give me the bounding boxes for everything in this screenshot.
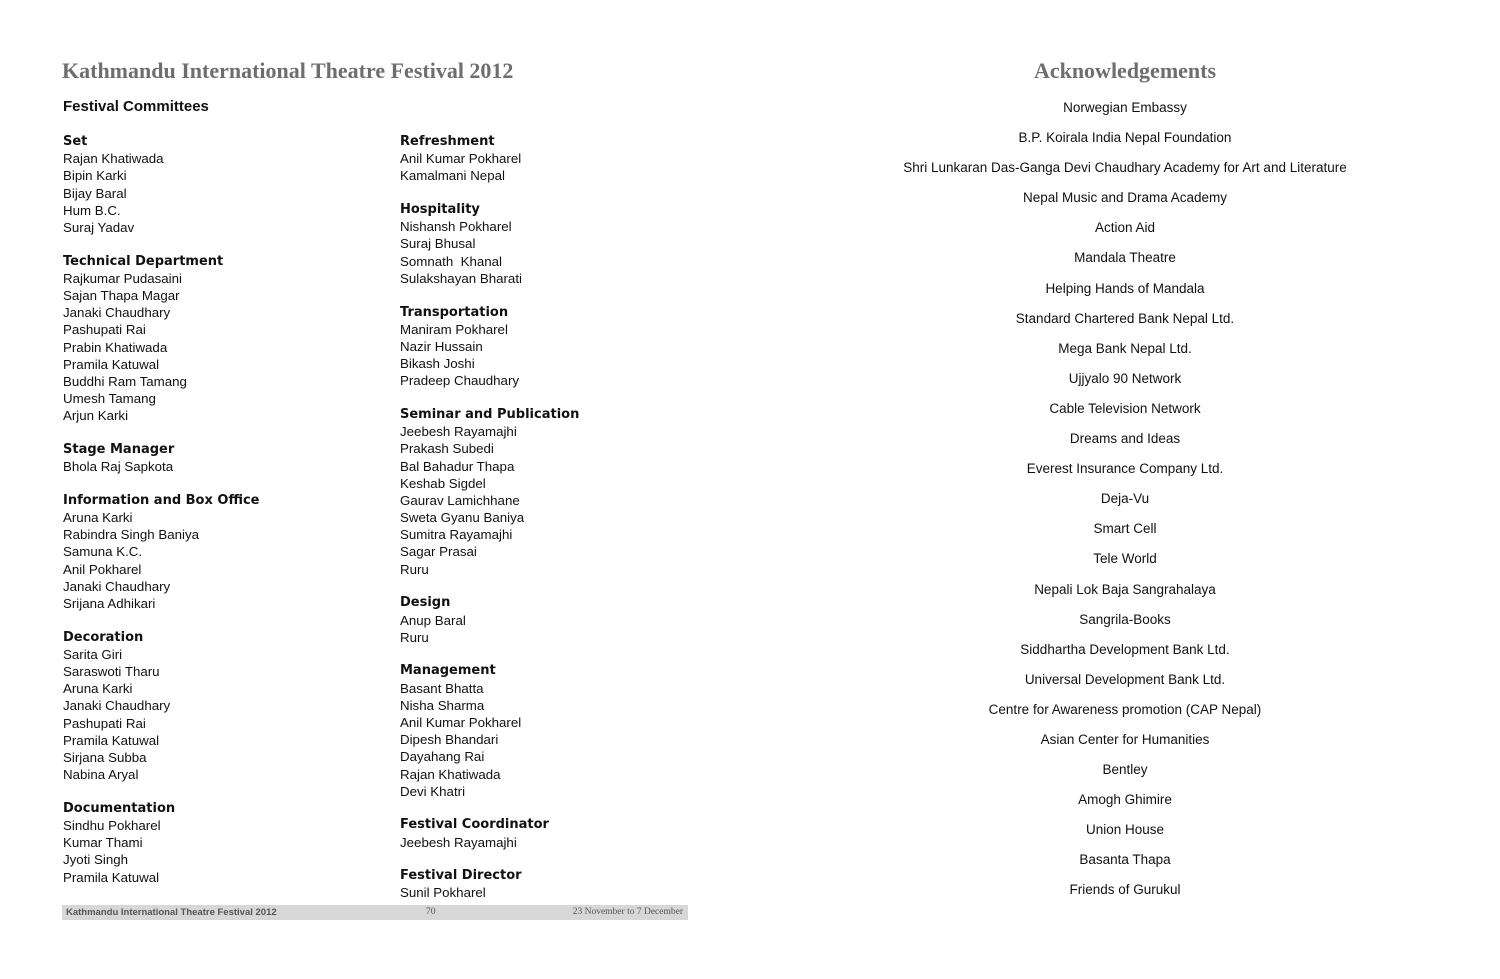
committee-member: Sunil Pokharel	[400, 885, 486, 901]
committee-member: Devi Khatri	[400, 783, 466, 799]
committee-section	[63, 800, 383, 886]
page-footer	[62, 905, 688, 920]
committee-member: Sagar Prasai	[400, 544, 477, 560]
committee-member: Sirjana Subba	[63, 750, 147, 765]
committee-heading: Information and Box Office	[63, 492, 260, 508]
committee-section	[400, 662, 720, 800]
committee-heading: Festival Director	[400, 868, 522, 884]
committee-member: Bal Bahadur Thapa	[400, 458, 515, 474]
footer-festival-name: Kathmandu International Theatre Festival 2012	[66, 907, 277, 918]
committee-heading: Management	[400, 663, 496, 679]
committee-heading: Refreshment	[400, 134, 495, 149]
committee-heading: Decoration	[63, 629, 144, 645]
committee-member: Prakash Subedi	[400, 441, 494, 457]
acknowledgement-item: Ujjyalo 90 Network	[1068, 370, 1182, 386]
committee-section	[400, 816, 720, 850]
acknowledgement-item: Standard Chartered Bank Nepal Ltd.	[1015, 310, 1235, 326]
acknowledgement-item: Bentley	[1102, 762, 1148, 778]
committee-member: Aruna Karki	[63, 510, 133, 526]
committee-member: Ruru	[400, 561, 429, 577]
committee-member: Somnath Khanal	[400, 253, 503, 269]
acknowledgement-item: Nepali Lok Baja Sangrahalaya	[1034, 581, 1216, 597]
acknowledgements-list	[750, 93, 1500, 906]
committee-member: Prabin Khatiwada	[63, 339, 168, 355]
committee-member: Dipesh Bhandari	[400, 732, 499, 748]
committee-member: Gaurav Lamichhane	[400, 492, 520, 508]
acknowledgement-item: Siddhartha Development Bank Ltd.	[1020, 641, 1230, 657]
committee-member: Buddhi Ram Tamang	[63, 373, 187, 389]
committee-member: Anil Kumar Pokharel	[400, 714, 522, 730]
committee-heading: Technical Department	[63, 253, 224, 269]
acknowledgement-item: Centre for Awareness promotion (CAP Nepal)	[988, 701, 1262, 717]
acknowledgement-item: Basanta Thapa	[1079, 852, 1171, 868]
committee-member: Pramila Katuwal	[63, 732, 160, 748]
acknowledgement-item: B.P. Koirala India Nepal Foundation	[1018, 130, 1232, 146]
acknowledgement-item: Nepal Music and Drama Academy	[1022, 190, 1228, 206]
committee-member: Nabina Aryal	[63, 767, 139, 783]
committee-section	[400, 406, 720, 578]
committee-member: Pramila Katuwal	[63, 869, 160, 885]
committee-heading: Documentation	[63, 800, 176, 816]
acknowledgement-item: Union House	[1085, 822, 1165, 838]
committee-member: Bijay Baral	[63, 185, 127, 201]
committee-member: Sarita Giri	[63, 646, 123, 662]
footer-dates: 23 November to 7 December	[572, 907, 683, 917]
acknowledgement-item: Mega Bank Nepal Ltd.	[1058, 340, 1192, 356]
committee-member: Samuna K.C.	[63, 544, 143, 560]
committee-member: Rabindra Singh Baniya	[63, 527, 200, 543]
acknowledgement-item: Everest Insurance Company Ltd.	[1026, 461, 1224, 477]
acknowledgement-item: Deja-Vu	[1100, 491, 1150, 507]
acknowledgement-item: Tele World	[1093, 551, 1157, 567]
committee-section	[63, 629, 383, 784]
acknowledgement-item: Asian Center for Humanities	[1040, 731, 1210, 747]
committee-member: Keshab Sigdel	[400, 475, 486, 491]
committee-member: Kumar Thami	[63, 835, 143, 851]
acknowledgements-title: Acknowledgements	[1033, 58, 1217, 83]
right-page	[750, 0, 1500, 979]
committee-member: Dayahang Rai	[400, 749, 485, 765]
committee-member: Anup Baral	[400, 612, 466, 628]
committee-member: Pradeep Chaudhary	[400, 373, 520, 389]
acknowledgement-item: Action Aid	[1094, 220, 1156, 236]
committee-heading: Stage Manager	[63, 442, 175, 457]
committee-section	[400, 133, 720, 185]
committee-section	[63, 133, 383, 236]
committee-column-2	[400, 133, 720, 918]
committee-member: Jeebesh Rayamajhi	[400, 834, 517, 850]
committee-member: Bikash Joshi	[400, 356, 475, 372]
committees-subtitle: Festival Committees	[63, 98, 209, 115]
committee-member: Rajkumar Pudasaini	[63, 270, 182, 286]
committee-member: Anil Pokharel	[63, 561, 142, 577]
committee-member: Jeebesh Rayamajhi	[400, 424, 517, 440]
committee-heading: Festival Coordinator	[400, 817, 549, 833]
committee-section	[400, 201, 720, 287]
committee-member: Hum B.C.	[63, 202, 121, 218]
committee-member: Rajan Khatiwada	[400, 766, 501, 782]
committee-heading: Design	[400, 595, 451, 611]
committee-section	[63, 492, 383, 612]
acknowledgement-item: Helping Hands of Mandala	[1045, 280, 1205, 296]
acknowledgement-item: Cable Television Network	[1049, 400, 1201, 416]
committee-member: Sindhu Pokharel	[63, 818, 161, 834]
committee-member: Nisha Sharma	[400, 697, 485, 713]
committee-member: Janaki Chaudhary	[63, 698, 171, 714]
committee-member: Bhola Raj Sapkota	[63, 459, 174, 475]
committee-section	[63, 441, 383, 475]
committee-member: Janaki Chaudhary	[63, 305, 171, 321]
committee-member: Suraj Yadav	[63, 219, 135, 235]
committee-member: Pashupati Rai	[63, 322, 146, 338]
committee-member: Sumitra Rayamajhi	[400, 527, 513, 543]
committee-member: Suraj Bhusal	[400, 236, 476, 252]
acknowledgement-item: Amogh Ghimire	[1078, 792, 1172, 808]
acknowledgement-item: Dreams and Ideas	[1069, 431, 1181, 447]
committee-column-1	[63, 133, 383, 902]
committee-member: Sajan Thapa Magar	[63, 288, 180, 303]
acknowledgement-item: Shri Lunkaran Das-Ganga Devi Chaudhary Academy for Art and Literature	[903, 160, 1347, 176]
committee-member: Basant Bhatta	[400, 680, 484, 696]
committee-member: Sweta Gyanu Baniya	[400, 510, 525, 526]
committee-member: Rajan Khatiwada	[63, 151, 164, 167]
acknowledgement-item: Mandala Theatre	[1074, 250, 1176, 266]
page-title: Kathmandu International Theatre Festival 2012	[62, 58, 514, 83]
committee-member: Pashupati Rai	[63, 715, 146, 731]
committee-member: Srijana Adhikari	[63, 596, 156, 611]
committee-member: Nishansh Pokharel	[400, 219, 512, 235]
committee-member: Maniram Pokharel	[400, 321, 508, 337]
committee-member: Nazir Hussain	[400, 338, 483, 354]
committee-member: Umesh Tamang	[63, 391, 156, 407]
committee-member: Anil Kumar Pokharel	[400, 151, 522, 167]
acknowledgement-item: Smart Cell	[1093, 521, 1157, 537]
committee-member: Pramila Katuwal	[63, 356, 160, 372]
committee-member: Bipin Karki	[63, 168, 127, 184]
committee-member: Aruna Karki	[63, 681, 133, 697]
committee-member: Saraswoti Tharu	[63, 664, 160, 680]
committee-heading: Hospitality	[400, 202, 480, 218]
acknowledgement-item: Friends of Gurukul	[1069, 882, 1181, 898]
committee-heading: Transportation	[400, 304, 509, 320]
acknowledgement-item: Sangrila-Books	[1079, 611, 1171, 627]
committee-member: Ruru	[400, 629, 429, 645]
acknowledgement-item: Norwegian Embassy	[1063, 100, 1187, 115]
committee-member: Kamalmani Nepal	[400, 168, 505, 184]
footer-page-number: 70	[426, 907, 436, 917]
committee-section	[400, 304, 720, 390]
committee-section	[400, 594, 720, 646]
committee-member: Arjun Karki	[63, 408, 129, 424]
committee-member: Sulakshayan Bharati	[400, 270, 522, 286]
committee-section	[63, 253, 383, 425]
acknowledgement-item: Universal Development Bank Ltd.	[1024, 671, 1226, 687]
committee-member: Jyoti Singh	[63, 852, 129, 868]
committee-heading: Set	[63, 134, 88, 149]
committee-section	[400, 867, 720, 901]
committee-member: Janaki Chaudhary	[63, 578, 171, 594]
committee-heading: Seminar and Publication	[400, 406, 580, 422]
